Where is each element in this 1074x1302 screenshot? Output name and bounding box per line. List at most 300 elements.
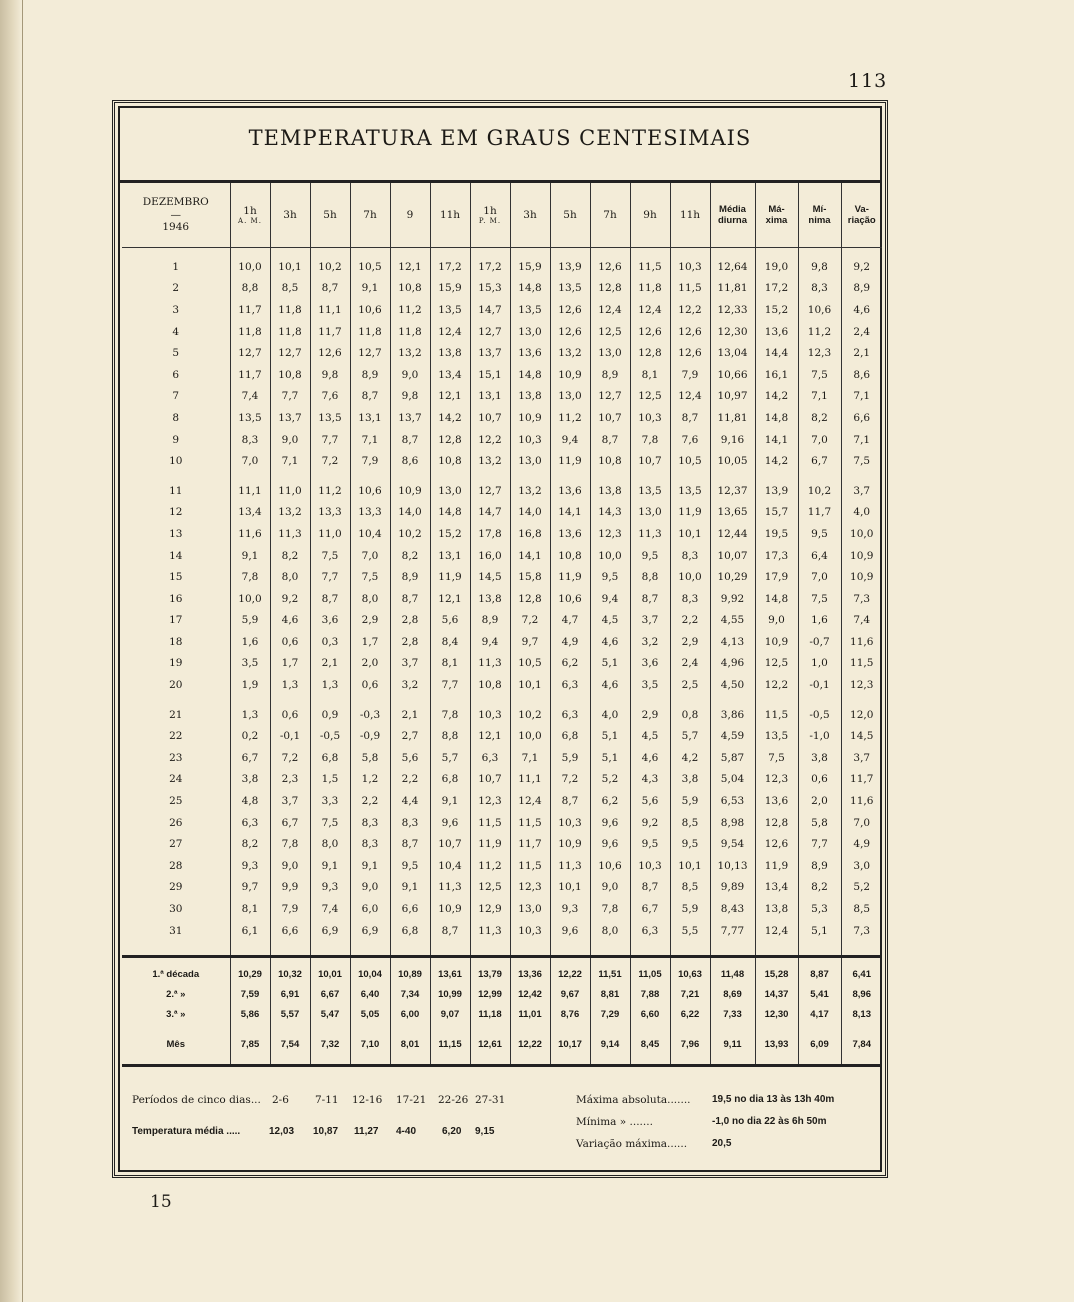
- summary-value: 13,61: [430, 957, 470, 985]
- value-cell: 13,2: [270, 502, 310, 524]
- summary-value: 10,04: [350, 957, 390, 985]
- value-cell: 8,3: [670, 588, 710, 610]
- value-cell: 14,1: [755, 429, 798, 451]
- value-cell: 15,2: [755, 299, 798, 321]
- value-cell: 16,8: [510, 523, 550, 545]
- value-cell: 4,50: [710, 674, 755, 696]
- var-label: Variação máxima......: [576, 1138, 688, 1150]
- value-cell: 7,0: [798, 429, 841, 451]
- value-cell: 7,3: [841, 588, 882, 610]
- value-cell: 11,8: [270, 299, 310, 321]
- value-cell: 13,3: [350, 502, 390, 524]
- page-number-bottom: 15: [150, 1192, 172, 1212]
- value-cell: 12,7: [470, 472, 510, 502]
- hour-label: 7h: [363, 208, 377, 221]
- summary-value: 15,28: [755, 957, 798, 985]
- value-cell: 9,0: [270, 429, 310, 451]
- value-cell: 7,9: [670, 364, 710, 386]
- summary-value: 7,84: [841, 1024, 882, 1066]
- table-row: [122, 898, 882, 920]
- summary-row: [122, 1004, 882, 1024]
- period-4: 17-21: [396, 1094, 427, 1106]
- table-row: [122, 653, 882, 675]
- value-cell: 10,1: [510, 674, 550, 696]
- value-cell: 10,4: [430, 855, 470, 877]
- hour-header: [630, 183, 670, 248]
- value-cell: 10,5: [350, 248, 390, 278]
- value-cell: 11,5: [470, 812, 510, 834]
- value-cell: 10,66: [710, 364, 755, 386]
- value-cell: 5,9: [230, 610, 270, 632]
- year-label: 1946: [162, 221, 190, 234]
- summary-value: 10,32: [270, 957, 310, 985]
- summary-label: 2.ª »: [166, 988, 186, 1000]
- value-cell: 7,2: [510, 610, 550, 632]
- value-cell: 8,9: [798, 855, 841, 877]
- value-cell: 5,6: [430, 610, 470, 632]
- value-cell: 8,3: [230, 429, 270, 451]
- value-cell: 3,7: [270, 790, 310, 812]
- summary-value: 9,14: [590, 1024, 630, 1066]
- value-cell: 2,1: [390, 696, 430, 726]
- value-cell: 11,8: [230, 321, 270, 343]
- day-cell: 17: [169, 614, 183, 627]
- value-cell: 6,0: [350, 898, 390, 920]
- value-cell: 10,7: [630, 450, 670, 472]
- summary-value: 8,01: [390, 1024, 430, 1066]
- value-cell: 10,1: [670, 855, 710, 877]
- value-cell: 17,2: [755, 278, 798, 300]
- value-cell: 13,0: [550, 386, 590, 408]
- summary-value: 6,09: [798, 1024, 841, 1066]
- value-cell: 3,8: [230, 769, 270, 791]
- value-cell: 8,7: [310, 588, 350, 610]
- header-text: Mí-: [812, 203, 827, 215]
- header-text: riação: [847, 215, 876, 226]
- value-cell: 1,7: [350, 631, 390, 653]
- value-cell: 7,77: [710, 920, 755, 957]
- value-cell: 11,7: [841, 769, 882, 791]
- table-row: [122, 545, 882, 567]
- value-cell: 11,3: [430, 877, 470, 899]
- value-cell: -0,5: [310, 725, 350, 747]
- value-cell: 12,8: [755, 812, 798, 834]
- value-cell: 1,5: [310, 769, 350, 791]
- value-cell: 7,1: [841, 386, 882, 408]
- value-cell: 14,2: [430, 407, 470, 429]
- header-text: diurna: [717, 215, 748, 226]
- value-cell: 11,1: [510, 769, 550, 791]
- value-cell: 19,0: [755, 248, 798, 278]
- value-cell: 14,8: [430, 502, 470, 524]
- period-1: 2-6: [272, 1094, 289, 1106]
- temp-media-label: Temperatura média .....: [132, 1126, 241, 1137]
- value-cell: 8,43: [710, 898, 755, 920]
- value-cell: 1,2: [350, 769, 390, 791]
- table-row: [122, 321, 882, 343]
- value-cell: 12,2: [470, 429, 510, 451]
- value-cell: 11,9: [430, 566, 470, 588]
- value-cell: 13,8: [755, 898, 798, 920]
- value-cell: 13,0: [590, 342, 630, 364]
- value-cell: 9,4: [590, 588, 630, 610]
- value-cell: 9,0: [590, 877, 630, 899]
- value-cell: 13,5: [430, 299, 470, 321]
- value-cell: 14,5: [841, 725, 882, 747]
- value-cell: 5,8: [798, 812, 841, 834]
- value-cell: 13,2: [510, 472, 550, 502]
- value-cell: 10,3: [630, 855, 670, 877]
- value-cell: 6,53: [710, 790, 755, 812]
- value-cell: 8,7: [670, 407, 710, 429]
- value-cell: 13,0: [630, 502, 670, 524]
- table-row: [122, 610, 882, 632]
- value-cell: 11,5: [510, 812, 550, 834]
- value-cell: 11,0: [310, 523, 350, 545]
- variacao-header: [841, 183, 882, 248]
- value-cell: 9,3: [310, 877, 350, 899]
- value-cell: 2,2: [670, 610, 710, 632]
- summary-value: 10,29: [230, 957, 270, 985]
- hour-label: 11h: [679, 208, 701, 221]
- value-cell: 8,98: [710, 812, 755, 834]
- value-cell: 8,8: [430, 725, 470, 747]
- summary-label: 1.ª década: [122, 957, 230, 985]
- summary-value: 13,36: [510, 957, 550, 985]
- maxima-header: [755, 183, 798, 248]
- value-cell: 12,7: [270, 342, 310, 364]
- value-cell: 11,81: [710, 278, 755, 300]
- day-cell: 31: [169, 924, 183, 937]
- summary-value: 12,22: [510, 1024, 550, 1066]
- value-cell: 7,6: [670, 429, 710, 451]
- value-cell: 13,5: [230, 407, 270, 429]
- day-cell: 21: [169, 708, 183, 721]
- value-cell: 7,1: [270, 450, 310, 472]
- summary-value: 9,67: [550, 984, 590, 1004]
- value-cell: 4,7: [550, 610, 590, 632]
- var-value: 20,5: [712, 1138, 732, 1149]
- value-cell: 4,3: [630, 769, 670, 791]
- value-cell: 12,0: [841, 696, 882, 726]
- value-cell: 10,6: [350, 472, 390, 502]
- summary-value: 7,10: [350, 1024, 390, 1066]
- value-cell: 8,5: [670, 877, 710, 899]
- value-cell: 10,2: [510, 696, 550, 726]
- value-cell: 8,0: [350, 588, 390, 610]
- value-cell: 10,6: [590, 855, 630, 877]
- value-cell: -0,5: [798, 696, 841, 726]
- value-cell: 9,8: [798, 248, 841, 278]
- value-cell: 10,1: [270, 248, 310, 278]
- value-cell: 1,7: [270, 653, 310, 675]
- value-cell: 14,8: [510, 364, 550, 386]
- table-row: [122, 566, 882, 588]
- value-cell: 12,5: [630, 386, 670, 408]
- temp-media-4: 4-40: [396, 1126, 417, 1137]
- value-cell: 3,8: [798, 747, 841, 769]
- value-cell: 12,6: [550, 299, 590, 321]
- hour-header: [590, 183, 630, 248]
- day-cell: 7: [172, 390, 180, 403]
- value-cell: 15,3: [470, 278, 510, 300]
- table-row: [122, 523, 882, 545]
- value-cell: 3,6: [310, 610, 350, 632]
- value-cell: 8,1: [230, 898, 270, 920]
- hour-label: 3h: [283, 208, 297, 221]
- summary-value: 11,18: [470, 1004, 510, 1024]
- value-cell: 12,3: [510, 877, 550, 899]
- hour-label: 5h: [563, 208, 577, 221]
- value-cell: 12,8: [590, 278, 630, 300]
- value-cell: 13,8: [510, 386, 550, 408]
- value-cell: 12,3: [755, 769, 798, 791]
- value-cell: 1,0: [798, 653, 841, 675]
- value-cell: 8,9: [590, 364, 630, 386]
- value-cell: 12,4: [430, 321, 470, 343]
- value-cell: 12,7: [590, 386, 630, 408]
- hour-header: [510, 183, 550, 248]
- value-cell: 11,2: [470, 855, 510, 877]
- summary-value: 12,99: [470, 984, 510, 1004]
- value-cell: 11,3: [270, 523, 310, 545]
- value-cell: 4,6: [590, 631, 630, 653]
- value-cell: 5,8: [350, 747, 390, 769]
- value-cell: 10,8: [430, 450, 470, 472]
- summary-value: 8,96: [841, 984, 882, 1004]
- value-cell: 3,5: [230, 653, 270, 675]
- temperature-table: [122, 183, 882, 1067]
- value-cell: 7,2: [310, 450, 350, 472]
- value-cell: 10,6: [550, 588, 590, 610]
- value-cell: 8,3: [350, 812, 390, 834]
- value-cell: 10,3: [670, 248, 710, 278]
- media-diurna-header: [710, 183, 755, 248]
- value-cell: 4,8: [230, 790, 270, 812]
- value-cell: 4,96: [710, 653, 755, 675]
- value-cell: 9,6: [590, 812, 630, 834]
- value-cell: 12,6: [590, 248, 630, 278]
- day-cell: 24: [169, 773, 183, 786]
- value-cell: 5,04: [710, 769, 755, 791]
- value-cell: 8,5: [670, 812, 710, 834]
- value-cell: 8,4: [430, 631, 470, 653]
- value-cell: 8,3: [798, 278, 841, 300]
- hour-label: 9: [406, 208, 414, 221]
- value-cell: 10,8: [550, 545, 590, 567]
- value-cell: -1,0: [798, 725, 841, 747]
- value-cell: 7,0: [841, 812, 882, 834]
- value-cell: 10,3: [510, 920, 550, 957]
- value-cell: 10,7: [590, 407, 630, 429]
- value-cell: 4,9: [841, 833, 882, 855]
- value-cell: 9,4: [470, 631, 510, 653]
- value-cell: 8,7: [390, 429, 430, 451]
- value-cell: 13,1: [430, 545, 470, 567]
- value-cell: 15,8: [510, 566, 550, 588]
- value-cell: 10,3: [630, 407, 670, 429]
- summary-value: 8,76: [550, 1004, 590, 1024]
- summary-value: 5,86: [230, 1004, 270, 1024]
- value-cell: 6,9: [310, 920, 350, 957]
- value-cell: 7,1: [510, 747, 550, 769]
- value-cell: 1,6: [798, 610, 841, 632]
- value-cell: 2,4: [670, 653, 710, 675]
- value-cell: 2,1: [310, 653, 350, 675]
- summary-value: 8,87: [798, 957, 841, 985]
- day-cell: 1: [172, 260, 180, 273]
- value-cell: 13,4: [230, 502, 270, 524]
- value-cell: 5,2: [590, 769, 630, 791]
- month-label: DEZEMBRO: [142, 196, 209, 209]
- value-cell: 13,0: [510, 321, 550, 343]
- value-cell: 14,0: [510, 502, 550, 524]
- value-cell: 11,9: [755, 855, 798, 877]
- value-cell: 2,2: [390, 769, 430, 791]
- value-cell: 8,0: [310, 833, 350, 855]
- value-cell: 6,2: [550, 653, 590, 675]
- value-cell: 5,9: [670, 898, 710, 920]
- day-cell: 20: [169, 679, 183, 692]
- period-2: 7-11: [315, 1094, 339, 1106]
- value-cell: 2,1: [841, 342, 882, 364]
- day-cell: 27: [169, 838, 183, 851]
- table-row: [122, 674, 882, 696]
- summary-value: 8,81: [590, 984, 630, 1004]
- header-text: Média: [719, 203, 746, 215]
- summary-value: 8,45: [630, 1024, 670, 1066]
- day-cell: 26: [169, 816, 183, 829]
- value-cell: 12,5: [470, 877, 510, 899]
- value-cell: 5,7: [430, 747, 470, 769]
- value-cell: 9,3: [550, 898, 590, 920]
- table-title: TEMPERATURA EM GRAUS CENTESIMAIS: [248, 126, 752, 150]
- value-cell: 9,0: [270, 855, 310, 877]
- value-cell: 11,7: [230, 299, 270, 321]
- value-cell: 2,0: [350, 653, 390, 675]
- value-cell: 9,5: [630, 545, 670, 567]
- value-cell: 10,8: [270, 364, 310, 386]
- summary-label: 3.ª »: [166, 1008, 186, 1020]
- value-cell: 8,2: [270, 545, 310, 567]
- value-cell: 2,2: [350, 790, 390, 812]
- value-cell: 9,1: [390, 877, 430, 899]
- value-cell: 10,05: [710, 450, 755, 472]
- value-cell: 0,6: [270, 696, 310, 726]
- value-cell: 3,7: [390, 653, 430, 675]
- value-cell: 9,2: [630, 812, 670, 834]
- value-cell: 4,6: [270, 610, 310, 632]
- value-cell: 3,2: [390, 674, 430, 696]
- value-cell: 8,7: [390, 833, 430, 855]
- value-cell: 7,8: [630, 429, 670, 451]
- value-cell: 4,4: [390, 790, 430, 812]
- value-cell: 12,9: [470, 898, 510, 920]
- value-cell: 11,8: [630, 278, 670, 300]
- value-cell: 8,3: [350, 833, 390, 855]
- value-cell: 3,7: [841, 747, 882, 769]
- value-cell: 12,4: [510, 790, 550, 812]
- value-cell: 6,8: [390, 920, 430, 957]
- value-cell: 14,5: [470, 566, 510, 588]
- value-cell: 6,4: [798, 545, 841, 567]
- header-text: nima: [808, 215, 831, 226]
- book-spine-edge: [0, 0, 23, 1302]
- summary-value: 6,60: [630, 1004, 670, 1024]
- value-cell: 10,9: [390, 472, 430, 502]
- value-cell: 0,6: [798, 769, 841, 791]
- value-cell: 12,5: [755, 653, 798, 675]
- value-cell: 12,7: [350, 342, 390, 364]
- value-cell: 12,1: [430, 588, 470, 610]
- value-cell: 4,59: [710, 725, 755, 747]
- value-cell: 17,2: [470, 248, 510, 278]
- value-cell: 10,2: [798, 472, 841, 502]
- value-cell: 12,4: [630, 299, 670, 321]
- value-cell: 12,3: [841, 674, 882, 696]
- value-cell: 9,6: [430, 812, 470, 834]
- value-cell: 10,8: [390, 278, 430, 300]
- value-cell: 11,2: [310, 472, 350, 502]
- value-cell: 9,6: [550, 920, 590, 957]
- temp-media-5: 6,20: [442, 1126, 462, 1137]
- hour-header: [390, 183, 430, 248]
- value-cell: 3,7: [841, 472, 882, 502]
- summary-value: 13,93: [755, 1024, 798, 1066]
- day-cell: 16: [169, 592, 183, 605]
- value-cell: 12,7: [470, 321, 510, 343]
- summary-value: 6,67: [310, 984, 350, 1004]
- value-cell: 7,0: [230, 450, 270, 472]
- value-cell: 10,0: [510, 725, 550, 747]
- value-cell: 11,7: [230, 364, 270, 386]
- table-row: [122, 588, 882, 610]
- value-cell: 13,2: [470, 450, 510, 472]
- hour-period-label: P. M.: [478, 217, 502, 226]
- value-cell: 6,8: [550, 725, 590, 747]
- table-row: [122, 877, 882, 899]
- value-cell: 10,3: [470, 696, 510, 726]
- value-cell: 6,7: [230, 747, 270, 769]
- value-cell: 8,7: [310, 278, 350, 300]
- value-cell: 12,6: [755, 833, 798, 855]
- value-cell: 8,9: [470, 610, 510, 632]
- value-cell: 15,9: [510, 248, 550, 278]
- value-cell: 12,6: [550, 321, 590, 343]
- table-body: [122, 248, 882, 1066]
- value-cell: 13,6: [755, 321, 798, 343]
- value-cell: 15,7: [755, 502, 798, 524]
- value-cell: 12,64: [710, 248, 755, 278]
- value-cell: 8,9: [350, 364, 390, 386]
- value-cell: 7,7: [310, 429, 350, 451]
- value-cell: 14,3: [590, 502, 630, 524]
- value-cell: 10,1: [670, 523, 710, 545]
- value-cell: 5,9: [550, 747, 590, 769]
- value-cell: 7,9: [270, 898, 310, 920]
- value-cell: 7,9: [350, 450, 390, 472]
- value-cell: 7,1: [841, 429, 882, 451]
- value-cell: 8,2: [230, 833, 270, 855]
- value-cell: 3,3: [310, 790, 350, 812]
- value-cell: 1,3: [310, 674, 350, 696]
- summary-value: 7,32: [310, 1024, 350, 1066]
- value-cell: 7,4: [230, 386, 270, 408]
- value-cell: 11,9: [550, 566, 590, 588]
- value-cell: 7,8: [270, 833, 310, 855]
- value-cell: 5,7: [670, 725, 710, 747]
- value-cell: 9,16: [710, 429, 755, 451]
